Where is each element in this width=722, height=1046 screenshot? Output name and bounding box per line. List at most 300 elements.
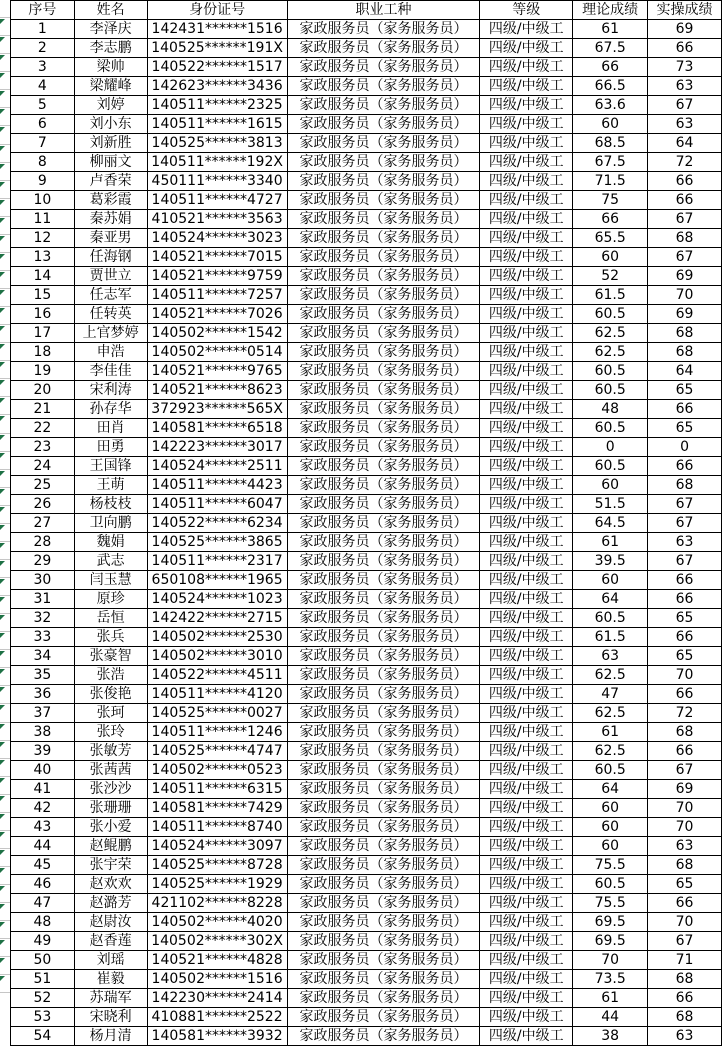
cell-seq[interactable]: 11 (11, 210, 75, 229)
cell-name[interactable]: 张兵 (74, 628, 147, 647)
cell-id-number[interactable]: 140511******6047 (147, 495, 287, 514)
cell-id-number[interactable]: 140502******1542 (147, 324, 287, 343)
cell-name[interactable]: 宋晓利 (74, 1008, 147, 1027)
cell-id-number[interactable]: 140511******4120 (147, 685, 287, 704)
cell-level[interactable]: 四级/中级工 (480, 324, 573, 343)
cell-practical-score[interactable]: 67 (648, 932, 722, 951)
cell-id-number[interactable]: 140502******1516 (147, 970, 287, 989)
cell-level[interactable]: 四级/中级工 (480, 742, 573, 761)
cell-theory-score[interactable]: 60.5 (573, 305, 648, 324)
cell-id-number[interactable]: 140522******4511 (147, 666, 287, 685)
cell-occupation[interactable]: 家政服务员（家务服务员） (287, 799, 480, 818)
cell-level[interactable]: 四级/中级工 (480, 970, 573, 989)
cell-occupation[interactable]: 家政服务员（家务服务员） (287, 647, 480, 666)
cell-id-number[interactable]: 410881******2522 (147, 1008, 287, 1027)
cell-level[interactable]: 四级/中级工 (480, 609, 573, 628)
cell-practical-score[interactable]: 72 (648, 153, 722, 172)
header-theory-score[interactable]: 理论成绩 (573, 1, 648, 20)
cell-occupation[interactable]: 家政服务员（家务服务员） (287, 58, 480, 77)
cell-theory-score[interactable]: 60.5 (573, 419, 648, 438)
cell-name[interactable]: 葛彩霞 (74, 191, 147, 210)
cell-level[interactable]: 四级/中级工 (480, 495, 573, 514)
cell-level[interactable]: 四级/中级工 (480, 989, 573, 1008)
cell-practical-score[interactable]: 63 (648, 837, 722, 856)
cell-seq[interactable]: 41 (11, 780, 75, 799)
cell-name[interactable]: 刘小东 (74, 115, 147, 134)
cell-id-number[interactable]: 140511******1246 (147, 723, 287, 742)
cell-name[interactable]: 李志鹏 (74, 39, 147, 58)
cell-occupation[interactable]: 家政服务员（家务服务员） (287, 457, 480, 476)
cell-theory-score[interactable]: 60 (573, 115, 648, 134)
cell-occupation[interactable]: 家政服务员（家务服务员） (287, 704, 480, 723)
cell-practical-score[interactable]: 69 (648, 305, 722, 324)
cell-occupation[interactable]: 家政服务员（家务服务员） (287, 818, 480, 837)
cell-practical-score[interactable]: 65 (648, 609, 722, 628)
cell-occupation[interactable]: 家政服务员（家务服务员） (287, 894, 480, 913)
cell-seq[interactable]: 54 (11, 1027, 75, 1046)
cell-practical-score[interactable]: 63 (648, 77, 722, 96)
cell-practical-score[interactable]: 68 (648, 476, 722, 495)
cell-occupation[interactable]: 家政服务员（家务服务员） (287, 913, 480, 932)
cell-seq[interactable]: 28 (11, 533, 75, 552)
cell-theory-score[interactable]: 66.5 (573, 77, 648, 96)
cell-theory-score[interactable]: 65.5 (573, 229, 648, 248)
cell-seq[interactable]: 7 (11, 134, 75, 153)
cell-occupation[interactable]: 家政服务员（家务服务员） (287, 476, 480, 495)
cell-id-number[interactable]: 140511******2317 (147, 552, 287, 571)
cell-level[interactable]: 四级/中级工 (480, 723, 573, 742)
cell-occupation[interactable]: 家政服务员（家务服务员） (287, 723, 480, 742)
cell-theory-score[interactable]: 69.5 (573, 932, 648, 951)
cell-theory-score[interactable]: 66 (573, 58, 648, 77)
cell-theory-score[interactable]: 47 (573, 685, 648, 704)
cell-name[interactable]: 赵鲲鹏 (74, 837, 147, 856)
cell-name[interactable]: 杨月清 (74, 1027, 147, 1046)
cell-theory-score[interactable]: 66 (573, 210, 648, 229)
cell-level[interactable]: 四级/中级工 (480, 343, 573, 362)
cell-theory-score[interactable]: 60.5 (573, 381, 648, 400)
cell-theory-score[interactable]: 71.5 (573, 172, 648, 191)
cell-level[interactable]: 四级/中级工 (480, 761, 573, 780)
cell-level[interactable]: 四级/中级工 (480, 666, 573, 685)
cell-occupation[interactable]: 家政服务员（家务服务员） (287, 286, 480, 305)
cell-level[interactable]: 四级/中级工 (480, 381, 573, 400)
cell-level[interactable]: 四级/中级工 (480, 1008, 573, 1027)
cell-level[interactable]: 四级/中级工 (480, 20, 573, 39)
cell-practical-score[interactable]: 65 (648, 647, 722, 666)
cell-name[interactable]: 张俊艳 (74, 685, 147, 704)
cell-seq[interactable]: 43 (11, 818, 75, 837)
cell-seq[interactable]: 24 (11, 457, 75, 476)
cell-name[interactable]: 柳丽文 (74, 153, 147, 172)
cell-practical-score[interactable]: 64 (648, 362, 722, 381)
cell-seq[interactable]: 26 (11, 495, 75, 514)
cell-name[interactable]: 秦亚男 (74, 229, 147, 248)
cell-name[interactable]: 申浩 (74, 343, 147, 362)
cell-occupation[interactable]: 家政服务员（家务服务员） (287, 248, 480, 267)
header-occupation[interactable]: 职业工种 (287, 1, 480, 20)
cell-occupation[interactable]: 家政服务员（家务服务员） (287, 932, 480, 951)
cell-theory-score[interactable]: 52 (573, 267, 648, 286)
cell-seq[interactable]: 2 (11, 39, 75, 58)
cell-seq[interactable]: 4 (11, 77, 75, 96)
cell-level[interactable]: 四级/中级工 (480, 362, 573, 381)
cell-level[interactable]: 四级/中级工 (480, 172, 573, 191)
cell-name[interactable]: 张沙沙 (74, 780, 147, 799)
cell-seq[interactable]: 27 (11, 514, 75, 533)
cell-id-number[interactable]: 140525******0027 (147, 704, 287, 723)
cell-name[interactable]: 任转英 (74, 305, 147, 324)
cell-level[interactable]: 四级/中级工 (480, 552, 573, 571)
cell-name[interactable]: 李泽庆 (74, 20, 147, 39)
cell-level[interactable]: 四级/中级工 (480, 96, 573, 115)
cell-seq[interactable]: 34 (11, 647, 75, 666)
cell-practical-score[interactable]: 67 (648, 96, 722, 115)
cell-seq[interactable]: 35 (11, 666, 75, 685)
cell-level[interactable]: 四级/中级工 (480, 704, 573, 723)
cell-name[interactable]: 苏瑞军 (74, 989, 147, 1008)
cell-id-number[interactable]: 142223******3017 (147, 438, 287, 457)
cell-level[interactable]: 四级/中级工 (480, 457, 573, 476)
cell-id-number[interactable]: 140525******191X (147, 39, 287, 58)
cell-level[interactable]: 四级/中级工 (480, 533, 573, 552)
cell-theory-score[interactable]: 64 (573, 590, 648, 609)
cell-id-number[interactable]: 140521******9765 (147, 362, 287, 381)
cell-level[interactable]: 四级/中级工 (480, 951, 573, 970)
cell-practical-score[interactable]: 66 (648, 685, 722, 704)
cell-practical-score[interactable]: 66 (648, 39, 722, 58)
cell-level[interactable]: 四级/中级工 (480, 229, 573, 248)
cell-occupation[interactable]: 家政服务员（家务服务员） (287, 533, 480, 552)
cell-practical-score[interactable]: 68 (648, 856, 722, 875)
cell-id-number[interactable]: 140511******4423 (147, 476, 287, 495)
cell-name[interactable]: 梁帅 (74, 58, 147, 77)
cell-practical-score[interactable]: 67 (648, 210, 722, 229)
cell-seq[interactable]: 40 (11, 761, 75, 780)
cell-name[interactable]: 任海钢 (74, 248, 147, 267)
cell-id-number[interactable]: 140524******3097 (147, 837, 287, 856)
cell-theory-score[interactable]: 60.5 (573, 362, 648, 381)
cell-theory-score[interactable]: 61 (573, 723, 648, 742)
cell-name[interactable]: 张宇荣 (74, 856, 147, 875)
cell-practical-score[interactable]: 66 (648, 742, 722, 761)
cell-theory-score[interactable]: 48 (573, 400, 648, 419)
cell-practical-score[interactable]: 70 (648, 818, 722, 837)
header-seq[interactable]: 序号 (11, 1, 75, 20)
cell-seq[interactable]: 8 (11, 153, 75, 172)
cell-id-number[interactable]: 140511******4727 (147, 191, 287, 210)
cell-practical-score[interactable]: 63 (648, 115, 722, 134)
cell-practical-score[interactable]: 68 (648, 324, 722, 343)
cell-level[interactable]: 四级/中级工 (480, 628, 573, 647)
cell-theory-score[interactable]: 75.5 (573, 894, 648, 913)
cell-theory-score[interactable]: 61.5 (573, 628, 648, 647)
cell-occupation[interactable]: 家政服务员（家务服务员） (287, 419, 480, 438)
cell-practical-score[interactable]: 68 (648, 343, 722, 362)
cell-occupation[interactable]: 家政服务员（家务服务员） (287, 761, 480, 780)
cell-name[interactable]: 田肖 (74, 419, 147, 438)
cell-seq[interactable]: 18 (11, 343, 75, 362)
cell-level[interactable]: 四级/中级工 (480, 115, 573, 134)
cell-name[interactable]: 刘瑶 (74, 951, 147, 970)
header-name[interactable]: 姓名 (74, 1, 147, 20)
cell-name[interactable]: 张珂 (74, 704, 147, 723)
cell-name[interactable]: 孙存华 (74, 400, 147, 419)
cell-seq[interactable]: 21 (11, 400, 75, 419)
cell-practical-score[interactable]: 66 (648, 590, 722, 609)
cell-level[interactable]: 四级/中级工 (480, 780, 573, 799)
cell-theory-score[interactable]: 64 (573, 780, 648, 799)
cell-occupation[interactable]: 家政服务员（家务服务员） (287, 134, 480, 153)
cell-practical-score[interactable]: 69 (648, 20, 722, 39)
cell-level[interactable]: 四级/中级工 (480, 894, 573, 913)
cell-name[interactable]: 刘婷 (74, 96, 147, 115)
cell-occupation[interactable]: 家政服务员（家务服务员） (287, 837, 480, 856)
cell-theory-score[interactable]: 61 (573, 20, 648, 39)
cell-seq[interactable]: 42 (11, 799, 75, 818)
cell-theory-score[interactable]: 60.5 (573, 875, 648, 894)
cell-seq[interactable]: 5 (11, 96, 75, 115)
cell-occupation[interactable]: 家政服务员（家务服务员） (287, 989, 480, 1008)
cell-seq[interactable]: 31 (11, 590, 75, 609)
cell-name[interactable]: 张浩 (74, 666, 147, 685)
cell-theory-score[interactable]: 61.5 (573, 286, 648, 305)
cell-theory-score[interactable]: 68.5 (573, 134, 648, 153)
cell-occupation[interactable]: 家政服务员（家务服务员） (287, 305, 480, 324)
cell-seq[interactable]: 20 (11, 381, 75, 400)
cell-seq[interactable]: 30 (11, 571, 75, 590)
cell-practical-score[interactable]: 66 (648, 571, 722, 590)
cell-occupation[interactable]: 家政服务员（家务服务员） (287, 1008, 480, 1027)
cell-seq[interactable]: 16 (11, 305, 75, 324)
header-id-number[interactable]: 身份证号 (147, 1, 287, 20)
cell-level[interactable]: 四级/中级工 (480, 210, 573, 229)
cell-occupation[interactable]: 家政服务员（家务服务员） (287, 324, 480, 343)
cell-level[interactable]: 四级/中级工 (480, 267, 573, 286)
cell-name[interactable]: 贾世立 (74, 267, 147, 286)
cell-name[interactable]: 张茜茜 (74, 761, 147, 780)
cell-level[interactable]: 四级/中级工 (480, 400, 573, 419)
cell-occupation[interactable]: 家政服务员（家务服务员） (287, 400, 480, 419)
cell-level[interactable]: 四级/中级工 (480, 590, 573, 609)
cell-level[interactable]: 四级/中级工 (480, 685, 573, 704)
cell-practical-score[interactable]: 68 (648, 229, 722, 248)
cell-name[interactable]: 原珍 (74, 590, 147, 609)
cell-seq[interactable]: 6 (11, 115, 75, 134)
cell-id-number[interactable]: 142230******2414 (147, 989, 287, 1008)
cell-id-number[interactable]: 140524******3023 (147, 229, 287, 248)
cell-level[interactable]: 四级/中级工 (480, 818, 573, 837)
cell-level[interactable]: 四级/中级工 (480, 153, 573, 172)
cell-id-number[interactable]: 140581******6518 (147, 419, 287, 438)
cell-level[interactable]: 四级/中级工 (480, 799, 573, 818)
cell-theory-score[interactable]: 38 (573, 1027, 648, 1046)
cell-seq[interactable]: 17 (11, 324, 75, 343)
cell-occupation[interactable]: 家政服务员（家务服务员） (287, 875, 480, 894)
cell-theory-score[interactable]: 60 (573, 248, 648, 267)
cell-seq[interactable]: 1 (11, 20, 75, 39)
cell-level[interactable]: 四级/中级工 (480, 286, 573, 305)
cell-seq[interactable]: 39 (11, 742, 75, 761)
cell-level[interactable]: 四级/中级工 (480, 191, 573, 210)
cell-id-number[interactable]: 410521******3563 (147, 210, 287, 229)
cell-practical-score[interactable]: 65 (648, 875, 722, 894)
cell-occupation[interactable]: 家政服务员（家务服务员） (287, 438, 480, 457)
cell-practical-score[interactable]: 66 (648, 400, 722, 419)
cell-level[interactable]: 四级/中级工 (480, 856, 573, 875)
cell-occupation[interactable]: 家政服务员（家务服务员） (287, 856, 480, 875)
cell-id-number[interactable]: 140511******7257 (147, 286, 287, 305)
cell-level[interactable]: 四级/中级工 (480, 248, 573, 267)
cell-practical-score[interactable]: 72 (648, 704, 722, 723)
cell-occupation[interactable]: 家政服务员（家务服务员） (287, 210, 480, 229)
cell-name[interactable]: 田勇 (74, 438, 147, 457)
cell-level[interactable]: 四级/中级工 (480, 77, 573, 96)
cell-practical-score[interactable]: 66 (648, 457, 722, 476)
cell-theory-score[interactable]: 67.5 (573, 153, 648, 172)
cell-seq[interactable]: 38 (11, 723, 75, 742)
cell-practical-score[interactable]: 69 (648, 267, 722, 286)
cell-name[interactable]: 赵香莲 (74, 932, 147, 951)
cell-occupation[interactable]: 家政服务员（家务服务员） (287, 381, 480, 400)
cell-occupation[interactable]: 家政服务员（家务服务员） (287, 780, 480, 799)
cell-seq[interactable]: 9 (11, 172, 75, 191)
cell-id-number[interactable]: 140581******7429 (147, 799, 287, 818)
cell-name[interactable]: 闫玉慧 (74, 571, 147, 590)
cell-practical-score[interactable]: 70 (648, 913, 722, 932)
cell-practical-score[interactable]: 0 (648, 438, 722, 457)
cell-practical-score[interactable]: 68 (648, 723, 722, 742)
cell-seq[interactable]: 44 (11, 837, 75, 856)
cell-theory-score[interactable]: 62.5 (573, 343, 648, 362)
cell-name[interactable]: 卢香荣 (74, 172, 147, 191)
cell-theory-score[interactable]: 69.5 (573, 913, 648, 932)
cell-practical-score[interactable]: 66 (648, 989, 722, 1008)
cell-occupation[interactable]: 家政服务员（家务服务员） (287, 96, 480, 115)
cell-theory-score[interactable]: 63 (573, 647, 648, 666)
cell-name[interactable]: 上官梦婷 (74, 324, 147, 343)
cell-id-number[interactable]: 140511******2325 (147, 96, 287, 115)
cell-id-number[interactable]: 140525******3813 (147, 134, 287, 153)
cell-theory-score[interactable]: 75 (573, 191, 648, 210)
cell-practical-score[interactable]: 68 (648, 1008, 722, 1027)
cell-name[interactable]: 王国锋 (74, 457, 147, 476)
cell-theory-score[interactable]: 39.5 (573, 552, 648, 571)
cell-name[interactable]: 张玲 (74, 723, 147, 742)
cell-practical-score[interactable]: 71 (648, 951, 722, 970)
cell-practical-score[interactable]: 67 (648, 552, 722, 571)
cell-theory-score[interactable]: 60 (573, 837, 648, 856)
cell-name[interactable]: 梁耀峰 (74, 77, 147, 96)
cell-practical-score[interactable]: 68 (648, 970, 722, 989)
cell-occupation[interactable]: 家政服务员（家务服务员） (287, 571, 480, 590)
cell-theory-score[interactable]: 60.5 (573, 609, 648, 628)
cell-id-number[interactable]: 140511******6315 (147, 780, 287, 799)
cell-name[interactable]: 魏娟 (74, 533, 147, 552)
cell-practical-score[interactable]: 67 (648, 248, 722, 267)
cell-theory-score[interactable]: 62.5 (573, 324, 648, 343)
cell-occupation[interactable]: 家政服务员（家务服务员） (287, 115, 480, 134)
cell-level[interactable]: 四级/中级工 (480, 932, 573, 951)
cell-name[interactable]: 张豪智 (74, 647, 147, 666)
cell-id-number[interactable]: 140524******2511 (147, 457, 287, 476)
cell-seq[interactable]: 19 (11, 362, 75, 381)
cell-practical-score[interactable]: 70 (648, 666, 722, 685)
cell-occupation[interactable]: 家政服务员（家务服务员） (287, 742, 480, 761)
cell-id-number[interactable]: 140511******8740 (147, 818, 287, 837)
cell-seq[interactable]: 48 (11, 913, 75, 932)
cell-id-number[interactable]: 140525******4747 (147, 742, 287, 761)
cell-id-number[interactable]: 421102******8228 (147, 894, 287, 913)
cell-seq[interactable]: 46 (11, 875, 75, 894)
cell-occupation[interactable]: 家政服务员（家务服务员） (287, 552, 480, 571)
cell-level[interactable]: 四级/中级工 (480, 134, 573, 153)
cell-level[interactable]: 四级/中级工 (480, 875, 573, 894)
cell-name[interactable]: 刘新胜 (74, 134, 147, 153)
cell-seq[interactable]: 32 (11, 609, 75, 628)
cell-level[interactable]: 四级/中级工 (480, 913, 573, 932)
cell-practical-score[interactable]: 66 (648, 191, 722, 210)
cell-id-number[interactable]: 140502******4020 (147, 913, 287, 932)
cell-name[interactable]: 张敏芳 (74, 742, 147, 761)
cell-seq[interactable]: 15 (11, 286, 75, 305)
cell-occupation[interactable]: 家政服务员（家务服务员） (287, 362, 480, 381)
cell-id-number[interactable]: 142623******3436 (147, 77, 287, 96)
cell-level[interactable]: 四级/中级工 (480, 1027, 573, 1046)
cell-seq[interactable]: 3 (11, 58, 75, 77)
cell-occupation[interactable]: 家政服务员（家务服务员） (287, 77, 480, 96)
cell-name[interactable]: 杨枝枝 (74, 495, 147, 514)
cell-level[interactable]: 四级/中级工 (480, 476, 573, 495)
cell-name[interactable]: 岳恒 (74, 609, 147, 628)
cell-id-number[interactable]: 140502******2530 (147, 628, 287, 647)
cell-name[interactable]: 张珊珊 (74, 799, 147, 818)
cell-theory-score[interactable]: 67.5 (573, 39, 648, 58)
cell-name[interactable]: 崔毅 (74, 970, 147, 989)
cell-occupation[interactable]: 家政服务员（家务服务员） (287, 229, 480, 248)
cell-name[interactable]: 李佳佳 (74, 362, 147, 381)
cell-seq[interactable]: 22 (11, 419, 75, 438)
cell-occupation[interactable]: 家政服务员（家务服务员） (287, 267, 480, 286)
cell-practical-score[interactable]: 63 (648, 1027, 722, 1046)
cell-name[interactable]: 任志军 (74, 286, 147, 305)
cell-seq[interactable]: 52 (11, 989, 75, 1008)
cell-seq[interactable]: 50 (11, 951, 75, 970)
cell-occupation[interactable]: 家政服务员（家务服务员） (287, 495, 480, 514)
cell-level[interactable]: 四级/中级工 (480, 419, 573, 438)
cell-seq[interactable]: 29 (11, 552, 75, 571)
cell-practical-score[interactable]: 66 (648, 172, 722, 191)
header-practical-score[interactable]: 实操成绩 (648, 1, 722, 20)
cell-occupation[interactable]: 家政服务员（家务服务员） (287, 951, 480, 970)
cell-occupation[interactable]: 家政服务员（家务服务员） (287, 172, 480, 191)
cell-occupation[interactable]: 家政服务员（家务服务员） (287, 590, 480, 609)
cell-name[interactable]: 赵欢欢 (74, 875, 147, 894)
cell-theory-score[interactable]: 60.5 (573, 761, 648, 780)
cell-id-number[interactable]: 140502******0523 (147, 761, 287, 780)
cell-id-number[interactable]: 140525******3865 (147, 533, 287, 552)
cell-name[interactable]: 宋利涛 (74, 381, 147, 400)
cell-theory-score[interactable]: 75.5 (573, 856, 648, 875)
cell-id-number[interactable]: 142422******2715 (147, 609, 287, 628)
cell-level[interactable]: 四级/中级工 (480, 837, 573, 856)
cell-occupation[interactable]: 家政服务员（家务服务员） (287, 20, 480, 39)
cell-occupation[interactable]: 家政服务员（家务服务员） (287, 153, 480, 172)
cell-seq[interactable]: 47 (11, 894, 75, 913)
cell-occupation[interactable]: 家政服务员（家务服务员） (287, 514, 480, 533)
cell-name[interactable]: 卫向鹏 (74, 514, 147, 533)
cell-id-number[interactable]: 140522******6234 (147, 514, 287, 533)
